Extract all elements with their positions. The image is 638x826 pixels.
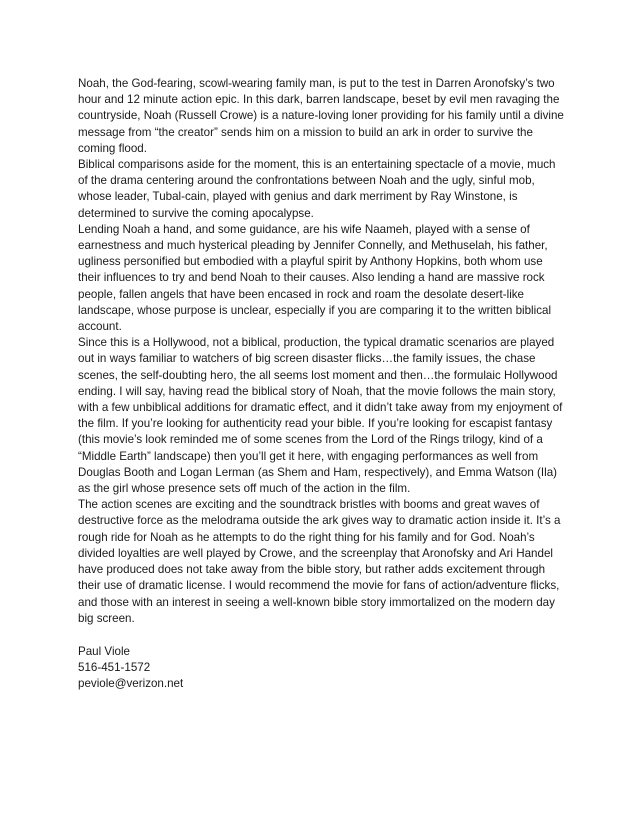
review-paragraph: Biblical comparisons aside for the moment, this is an entertaining spectacle of a movie, much of the drama centering around the confrontations between Noah and the ugly, sinful mob, whose leader, Tubal-cain, played with genius and dark merriment by Ray Winstone, is determined to survive the coming apocalypse. xyxy=(78,158,556,220)
review-paragraph: Lending Noah a hand, and some guidance, are his wife Naameh, played with a sense of earnestness and much hysterical pleading by Jennifer Connelly, and Methuselah, his father, ugliness personified but embodied with a playful spirit by Anthony Hopkins, both whom use their influences to try and bend Noah to their causes. Also lending a hand are massive rock people, fallen angels that have been encased in rock and roam the desolate desert-like landscape, whose purpose is unclear, especially if you are comparing it to the written biblical account. xyxy=(78,222,552,334)
review-paragraph: Noah, the God-fearing, scowl-wearing family man, is put to the test in Darren Aronofsky’s two hour and 12 minute action epic. In this dark, barren landscape, beset by evil men ravaging the countryside, Noah (Russell Crowe) is a nature-loving loner providing for his family until a divine message from “the creator” sends him on a mission to build an ark in order to survive the coming flood. xyxy=(78,77,564,155)
author-phone: 516-451-1572 xyxy=(78,661,151,675)
document-body xyxy=(78,76,566,693)
review-paragraph: Since this is a Hollywood, not a biblical, production, the typical dramatic scenarios are played out in ways familiar to watchers of big screen disaster flicks…the family issues, the chase scenes, the self-doubting hero, the all seems lost moment and then…the formulaic Hollywood ending. I will say, having read the biblical story of Noah, that the movie follows the main story, with a few unbiblical additions for dramatic effect, and it didn’t take away from my enjoyment of the film. If you’re looking for authenticity read your bible. If you’re looking for escapist fantasy (this movie’s look reminded me of some scenes from the Lord of the Rings trilogy, kind of a “Middle Earth” landscape) then you’ll get it here, with engaging performances as well from Douglas Booth and Logan Lerman (as Shem and Ham, respectively), and Emma Watson (Ila) as the girl whose presence sets off much of the action in the film. xyxy=(78,336,563,496)
signature-block xyxy=(78,644,566,693)
review-paragraph: The action scenes are exciting and the soundtrack bristles with booms and great waves of destructive force as the melodrama outside the ark gives way to dramatic action inside it. It’s a rough ride for Noah as he attempts to do the right thing for his family and for God. Noah’s divided loyalties are well played by Crowe, and the screenplay that Aronofsky and Ari Handel have produced does not take away from the bible story, but rather adds excitement through their use of dramatic license. I would recommend the movie for fans of action/adventure flicks, and those with an interest in seeing a well-known bible story immortalized on the modern day big screen. xyxy=(78,498,561,625)
author-email: peviole@verizon.net xyxy=(78,677,184,691)
author-name: Paul Viole xyxy=(78,644,130,658)
